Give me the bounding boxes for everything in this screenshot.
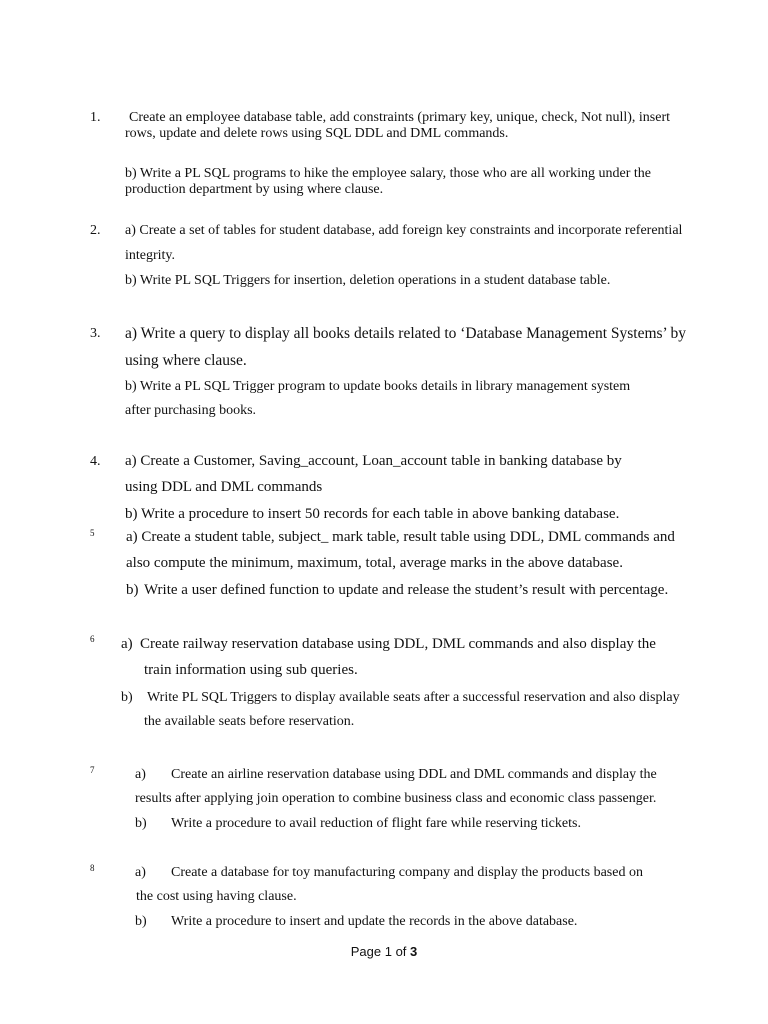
item-marker: b) xyxy=(135,816,147,831)
item-line: Write PL SQL Triggers to display available seats after a successful reservation and also display xyxy=(147,690,680,705)
item-line: results after applying join operation to combine business class and economic class passenger. xyxy=(135,791,657,806)
item-line: Write a user defined function to update and release the student’s result with percentage. xyxy=(144,582,669,598)
item-line: after purchasing books. xyxy=(125,403,257,418)
item-line: using DDL and DML commands xyxy=(125,479,323,495)
item-line: Create a database for toy manufacturing company and display the products based on xyxy=(171,865,643,880)
page-total: 3 xyxy=(410,944,418,959)
page-current: 1 xyxy=(384,944,392,959)
item-marker: b) xyxy=(135,914,147,929)
item-number: 8 xyxy=(90,863,95,873)
item-line: a) Create a student table, subject_ mark table, result table using DDL, DML commands and xyxy=(126,529,675,545)
item-number: 4. xyxy=(90,454,101,469)
page-prefix: Page xyxy=(350,944,385,959)
item-marker: a) xyxy=(135,865,146,880)
item-number: 1. xyxy=(90,110,101,125)
item-line: a) Write a query to display all books details related to ‘Database Management Systems’ by xyxy=(125,325,686,342)
item-marker: a) xyxy=(135,767,146,782)
page-of: of xyxy=(391,944,411,959)
item-number: 5 xyxy=(90,528,95,538)
item-marker: b) xyxy=(121,690,133,705)
item-line: Create railway reservation database using DDL, DML commands and also display the xyxy=(140,636,656,652)
item-line: Create an airline reservation database using DDL and DML commands and display the xyxy=(171,767,657,782)
item-line: a) Create a Customer, Saving_account, Loan_account table in banking database by xyxy=(125,453,622,469)
item-line: using where clause. xyxy=(125,352,247,369)
item-line: also compute the minimum, maximum, total, average marks in the above database. xyxy=(126,555,623,571)
item-line: b) Write a procedure to insert 50 records for each table in above banking database. xyxy=(125,506,620,522)
item-number: 7 xyxy=(90,765,95,775)
item-number: 2. xyxy=(90,223,101,238)
item-line: the cost using having clause. xyxy=(136,889,297,904)
item-line: b) Write PL SQL Triggers for insertion, deletion operations in a student database table. xyxy=(125,273,611,288)
page-footer xyxy=(0,944,768,959)
item-line: a) Create a set of tables for student database, add foreign key constraints and incorporate referential xyxy=(125,223,683,238)
item-line: Write a procedure to avail reduction of flight fare while reserving tickets. xyxy=(171,816,581,831)
item-marker: b) xyxy=(126,582,139,598)
item-line: Create an employee database table, add constraints (primary key, unique, check, Not null), insert xyxy=(129,110,671,125)
item-line: Write a procedure to insert and update the records in the above database. xyxy=(171,914,578,929)
item-line: integrity. xyxy=(125,248,176,263)
item-line: the available seats before reservation. xyxy=(144,714,355,729)
item-line: rows, update and delete rows using SQL DDL and DML commands. xyxy=(125,126,509,141)
item-line: b) Write a PL SQL programs to hike the employee salary, those who are all working under the xyxy=(125,166,651,181)
item-line: train information using sub queries. xyxy=(144,662,358,678)
item-marker: a) xyxy=(121,636,133,652)
item-line: production department by using where clause. xyxy=(125,182,384,197)
item-number: 6 xyxy=(90,634,95,644)
item-number: 3. xyxy=(90,326,101,341)
item-line: b) Write a PL SQL Trigger program to update books details in library management system xyxy=(125,379,631,394)
